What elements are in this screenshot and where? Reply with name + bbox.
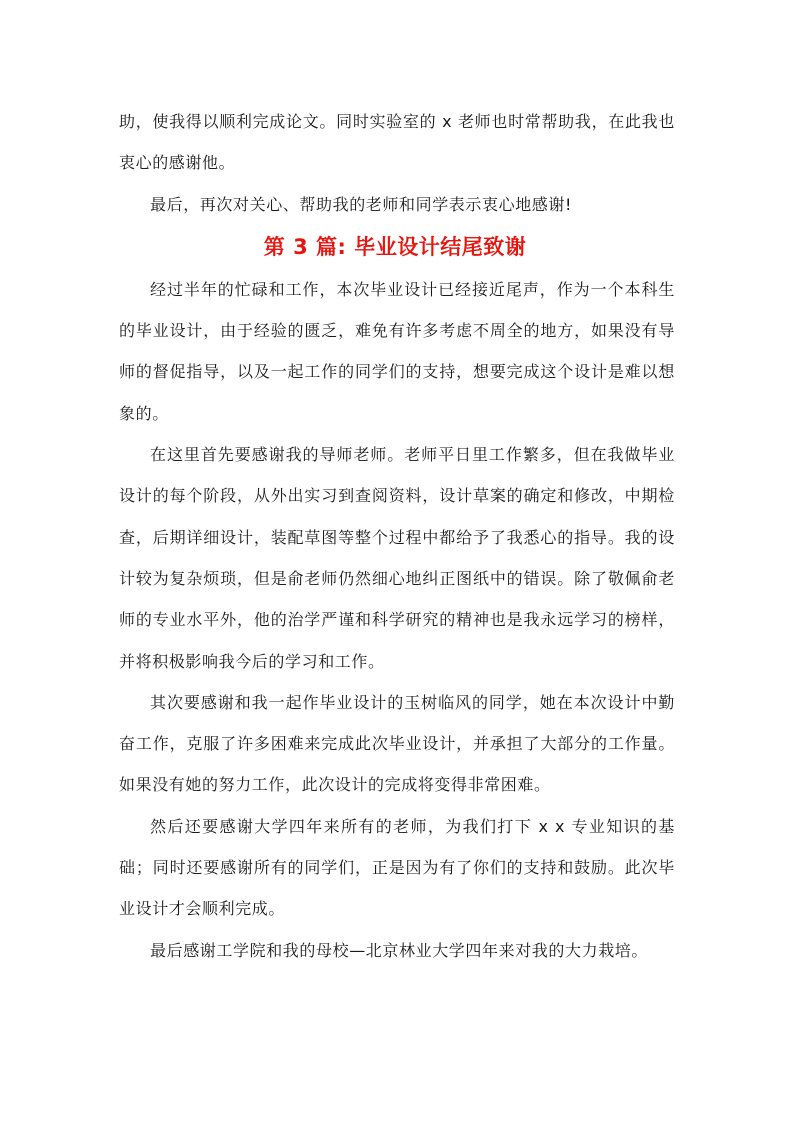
body-paragraph-advisor: 在这里首先要感谢我的导师老师。老师平日里工作繁多，但在我做毕业设计的每个阶段，从外出实习到查阅资料，设计草案的确定和修改，中期检查，后期详细设计，装配草图等整个过程中都给予了我悉心的指导。我的设计较为复杂烦琐，但是俞老师仍然细心地纠正图纸中的错误。除了敬佩俞老师的专业水平外，他的治学严谨和科学研究的精神也是我永远学习的榜样，并将积极影响我今后的学习和工作。 (119, 445, 675, 671)
body-paragraph-teachers: 然后还要感谢大学四年来所有的老师，为我们打下 x x 专业知识的基础；同时还要感谢所有的同学们，正是因为有了你们的支持和鼓励。此次毕业设计才会顺利完成。 (119, 816, 675, 919)
document-content (119, 101, 675, 971)
body-paragraph-school: 最后感谢工学院和我的母校—北京林业大学四年来对我的大力栽培。 (150, 940, 649, 960)
body-paragraph-classmate: 其次要感谢和我一起作毕业设计的玉树临风的同学，她在本次设计中勤奋工作，克服了许多困难来完成此次毕业设计，并承担了大部分的工作量。如果没有她的努力工作，此次设计的完成将变得非常困难。 (119, 692, 675, 795)
closing-thanks-paragraph: 最后，再次对关心、帮助我的老师和同学表示衷心地感谢! (150, 194, 573, 214)
section-heading: 第 3 篇: 毕业设计结尾致谢 (263, 234, 527, 259)
continued-paragraph: 助，使我得以顺利完成论文。同时实验室的 x 老师也时常帮助我，在此我也衷心的感谢他。 (119, 112, 675, 173)
body-paragraph-intro: 经过半年的忙碌和工作，本次毕业设计已经接近尾声，作为一个本科生的毕业设计，由于经验的匮乏，难免有许多考虑不周全的地方，如果没有导师的督促指导，以及一起工作的同学们的支持，想要完成这个设计是难以想象的。 (119, 279, 675, 423)
